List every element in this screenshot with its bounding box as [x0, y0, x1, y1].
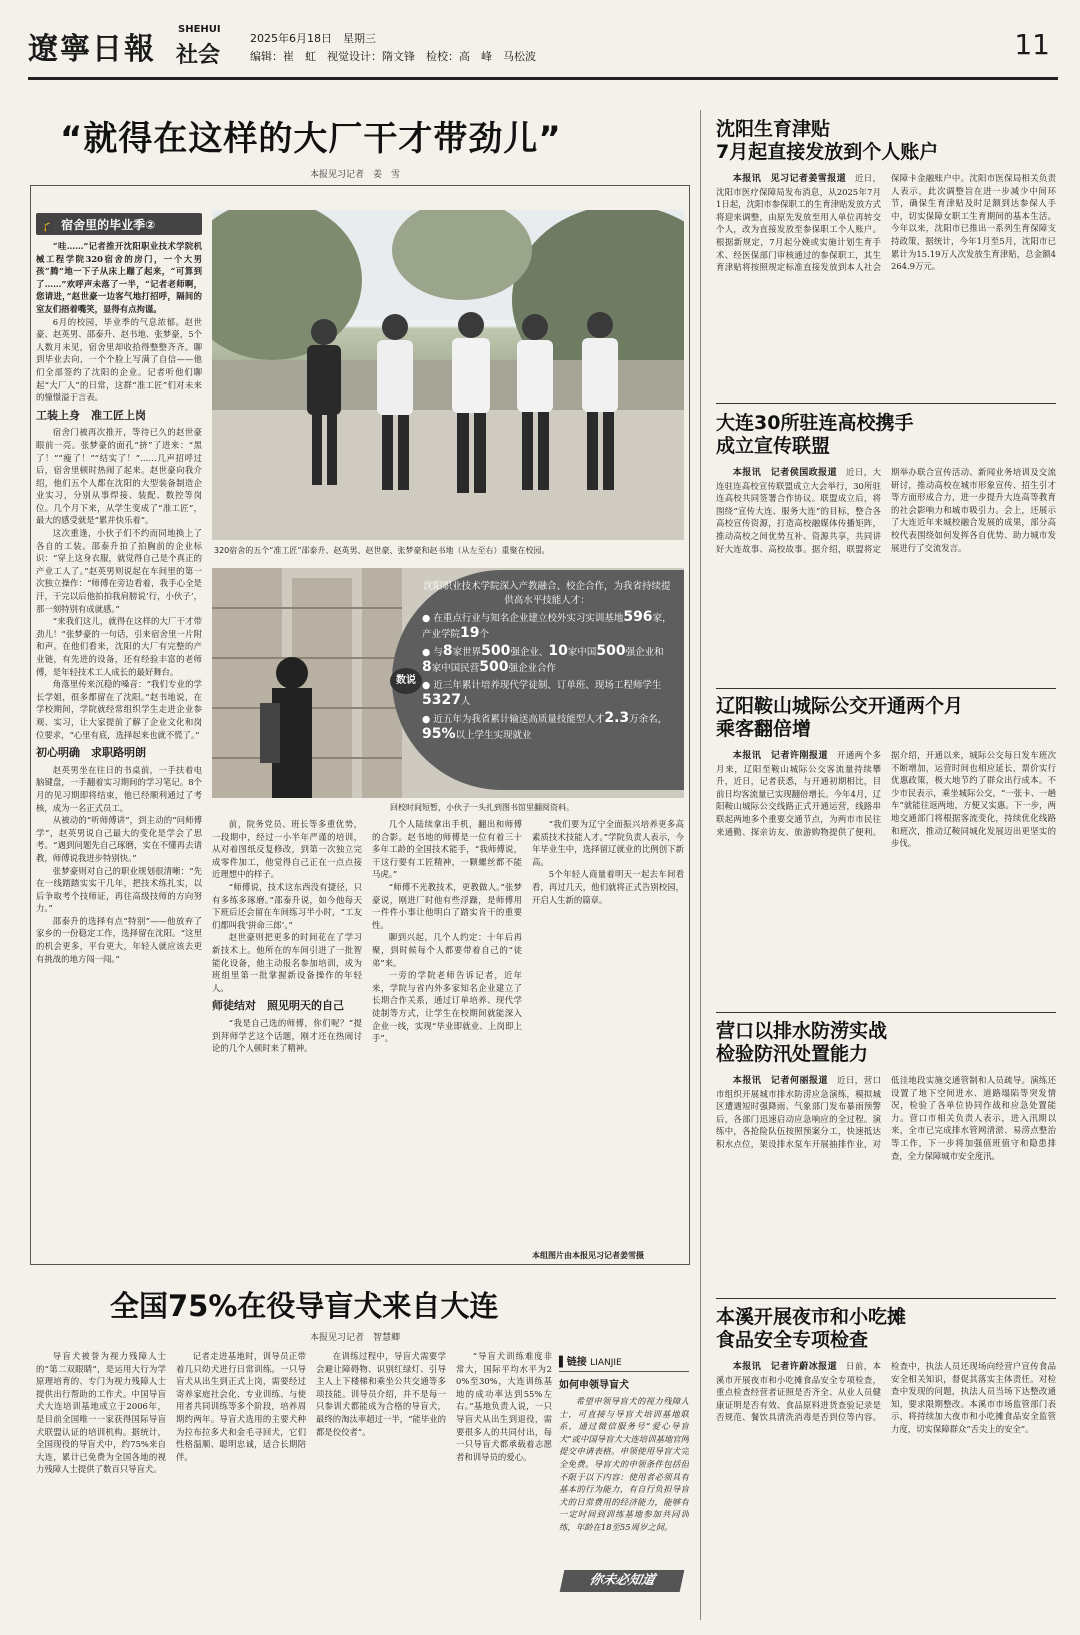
page-number: 11 — [1014, 28, 1050, 61]
right-article-4: 营口以排水防涝实战 检验防汛处置能力 本报讯 记者何丽报道 近日，营口市组织开展城市排水防涝应急演练，模拟城区遭遇短时强降雨、气象部门发布暴雨预警后，各部门迅速启动应急响应的全过程。演练中，各抢险队伍按照预案分工，快速抵达积水点位，架设排水泵车开展抽排作业，对低洼地段实施交通管制和人员疏导。演练还设置了地下空间进水、道路塌陷等突发情况，检验了各单位协同作战和应急处置能力。营口市相关负责人表示，进入汛期以来，全市已完成排水管网清淤、易涝点整治等工作，下一步将加强值班值守和隐患排查，全力保障城市安全度汛。 — [716, 1020, 1056, 1161]
section-en: SHEHUI — [178, 24, 221, 35]
guide-dog-byline: 本报见习记者 智慧卿 — [310, 1333, 401, 1343]
feature-column-2: 前，院务党员、班长等多重优势，一段期中，经过一小半年严谨的培训，从对着图纸反复修改，到第一次独立完成零件加工，他觉得自己正在一点点接近理想中的样子。 “师傅说，技术这东西没有捷径，只有多练多琢磨。”邵泰升说，如今他每天下班后还会留在车间练习半小时，“工友们都叫我‘拼命三郎’。” 赵世豪则把更多的时间花在了学习新技术上。他所在的车间引进了一批智能化设备，他主动报名参加培训，成为班组里第一批掌握新设备操作的年轻人。 师徒结对 照见明天的自己 “我是自己选的师傅，你们呢？”提到拜师学艺这个话题，刚才还在热闹讨论的几个人顿时来了精神。 — [212, 819, 362, 1054]
right-article-1-title: 沈阳生育津贴 7月起直接发放到个人账户 — [716, 118, 939, 163]
data-item-3: ● 近三年累计培养现代学徒制、订单班、现场工程师学生5327人 — [422, 680, 662, 708]
feature-title: “就得在这样的大厂干才带劲儿” — [60, 119, 562, 159]
masthead — [28, 20, 1058, 80]
right-article-1: 沈阳生育津贴 7月起直接发放到个人账户 本报讯 见习记者姜雪报道 近日，沈阳市医疗保障局发布消息，从2025年7月1日起，沈阳市参保职工的生育津贴发放方式将迎来调整，由原先发放至用人单位再转交个人，改为直接发放至参保职工个人账户。根据新规定，7月起分娩或实施计划生育手术、经医保部门审核通过的参保职工，其生育津贴将按照规定标准直接发放到本人社会保障卡金融账户中。沈阳市医保局相关负责人表示，此次调整旨在进一步减少中间环节，确保生育津贴及时足额到达参保人手中，切实保障女职工生育期间的基本生活。今年以来，沈阳市已推出一系列生育保障支持政策，据统计，今年1月至5月，沈阳市已累计为15.19万人次发放生育津贴，总金额4264.9万元。 — [716, 118, 1056, 273]
newspaper-logo: 遼寧日報 — [28, 32, 156, 67]
feature-column-1: “哇……”记者推开沈阳职业技术学院机械工程学院320宿舍的房门，一个大男孩“腾”地一下子从床上蹦了起来，“可算到了……”欢呼声未落了一半，“记者老师啊，您请进，”赵世豪一边客气地打招呼，隔间的室友们捂着嘴笑，显得有点拘谨。 6月的校园，毕业季的气息浓郁。赵世豪、赵英男、邵泰升、赵书地、张梦豪，5个人数月未见，宿舍里却收拾得整整齐齐。聊到毕业去向，一个个脸上写满了自信——他们全部签约了沈阳的企业。记者听他们聊起“大厂人”的日常，这群“准工匠”们对未来的憧憬溢于言表。 工装上身 准工匠上岗 宿舍门被再次推开，等待已久的赵世豪眼前一亮。张梦豪的面孔“挤”了进来：“黑了！”“瘦了！”“结实了！”……几声招呼过后，宿舍里顿时热闹了起来。赵世豪向我介绍，他们五个人都在沈阳的大型装备制造企业实习，分别从事焊接、装配、数控等岗位。几个月下来，从学生变成了“准工匠”，最大的感受就是“累并快乐着”。 这次重逢，小伙子们不约而同地换上了各自的工装。邵泰升拍了拍胸前的企业标识：“穿上这身衣服，就觉得自己是个真正的产业工人了。”赵英男则说起在车间里的第一次独立操作：“师傅在旁边看着，我手心全是汗，干完以后他拍拍我肩膀说‘行，小伙子’，那一刻特别有成就感。” “来我们这儿，就得在这样的大厂干才带劲儿！”张梦豪的一句话，引来宿舍里一片附和声。在他们看来，沈阳的大厂有完整的产业链，有先进的设备，还有经验丰富的老师傅，是年轻技术工人成长的最好舞台。 角落里传来沉稳的嗓音：“我们专业的学长学姐，很多都留在了沈阳。”赵书地说，在学校期间，学院就经常组织学生走进企业参观、实习，让大家提前了解了企业文化和岗位要求，“心里有底，选择起来也就不慌了。” 初心明确 求职路明朗 赵英男坐在往日的书桌前，一手扶着电脑键盘，一手翻着实习期间的学习笔记。8个月的见习期即将结束，他已经顺利通过了考核，成为一名正式员工。 从被动的“听师傅讲”，到主动的“问师傅学”，赵英男说自己最大的变化是学会了思考。“遇到问题先自己琢磨，实在不懂再去请教，师傅说我进步特别快。” 张梦豪则对自己的职业规划很清晰：“先在一线踏踏实实干几年，把技术练扎实，以后争取考个技师证，再往高级技师的方向努力。” 邵泰升的选择有点“特别”——他放弃了家乡的一份稳定工作，选择留在沈阳。“这里的机会更多，平台更大，年轻人就应该去更有挑战的地方闯一闯。” — [36, 241, 202, 964]
data-label: 数说 — [390, 668, 422, 694]
data-item-4: ● 近五年为我省累计输送高质量技能型人才2.3万余名，95%以上学生实现就业 — [422, 710, 668, 742]
editor-credits: 编辑：崔 虹 视觉设计：隋文锋 检校：高 峰 马松波 — [250, 50, 536, 63]
feature-column-4: “我们要为辽宁全面振兴培养更多高素质技术技能人才。”学院负责人表示，今年毕业生中，选择留辽就业的比例创下新高。 5个年轻人商量着明天一起去车间看看，再过几天，他们就将正式告别校园，开启人生新的篇章。 — [532, 819, 684, 905]
photo1-caption: 320宿舍的五个“准工匠”邵泰升、赵英男、赵世豪、张梦豪和赵书地（从左至右）重聚在校园。 — [214, 546, 550, 555]
series-tag: 🎓 宿舍里的毕业季② — [36, 213, 202, 235]
link-title: 如何申领导盲犬 — [559, 1380, 629, 1391]
right-article-2: 大连30所驻连高校携手 成立宣传联盟 本报讯 记者侯国政报道 近日，大连驻连高校宣传联盟成立大会举行，30所驻连高校共同签署合作协议。联盟成立后，将围绕“宣传大连、服务大连”的目标，整合各高校宣传资源，打造高校融媒体传播矩阵，推动高校之间优势互补、资源共享，共同讲好大连故事、高校故事。据介绍，联盟将定期举办联合宣传活动、新闻业务培训及交流研讨，推动高校在城市形象宣传、招生引才等方面形成合力，进一步提升大连高等教育的社会影响力和城市吸引力。会上，还展示了大连近年来城校融合发展的成果，部分高校代表围绕如何发挥各自优势、助力城市发展进行了交流发言。 — [716, 412, 1056, 554]
data-panel — [392, 570, 684, 790]
right-article-3: 辽阳鞍山城际公交开通两个月 乘客翻倍增 本报讯 记者许刚报道 开通两个多月来，辽阳至鞍山城际公交客流量持续攀升，近日，记者获悉，与开通初期相比，目前日均客流量已实现翻倍增长。今年4月，辽阳鞍山城际公交线路正式开通运营，线路串联起两地多个重要交通节点，为两市市民往来通勤、探亲访友、旅游购物提供了便利。据介绍，开通以来，城际公交每日发车班次不断增加，运营时间也相应延长，票价实行优惠政策，极大地节约了群众出行成本。不少市民表示，乘坐城际公交，“一张卡、一趟车”就能往返两地，方便又实惠。下一步，两地交通部门将根据客流变化，持续优化线路和班次，推动辽鞍同城化发展迈出更坚实的步伐。 — [716, 695, 1056, 849]
guide-dog-col-4: “导盲犬训练难度非常大，国际平均水平为20%至30%，大连训练基地的成功率达到55%左右。”基地负责人说，一只导盲犬从出生到退役，需要很多人的共同付出，每一只导盲犬都承载着志愿者和训导员的爱心。 — [456, 1351, 552, 1462]
feature-column-3: 几个人陆续拿出手机，翻出和师傅的合影。赵书地的师傅是一位有着三十多年工龄的全国技术能手，“我师傅说，干这行要有工匠精神，一颗螺丝都不能马虎。” “师傅不光教技术，更教做人。”张梦豪说，刚进厂时他有些浮躁，是师傅用一件件小事让他明白了踏实肯干的重要性。 聊到兴起，几个人约定：十年后再聚，到时候每个人都要带着自己的“徒弟”来。 一旁的学院老师告诉记者，近年来，学院与省内外多家知名企业建立了长期合作关系，通过订单培养、现代学徒制等方式，让学生在校期间就能深入企业一线，实现“毕业即就业、上岗即上手”。 — [372, 819, 522, 1044]
right-article-2-title: 大连30所驻连高校携手 成立宣传联盟 — [716, 412, 914, 457]
link-text: 希望申领导盲犬的视力残障人士，可直接与导盲犬培训基地联系，通过微信服务号“爱心导盲犬”或中国导盲犬大连培训基地官网提交申请表格。申领使用导盲犬完全免费。导盲犬的申领条件包括但不限于以下内容：使用者必须具有基本的行为能力，有自行负担导盲犬的日常费用的经济能力，能够有一定时间到训练基地参加共同训练，年龄在18至55周岁之间。 — [559, 1396, 689, 1532]
guide-dog-title: 全国75%在役导盲犬来自大连 — [110, 1289, 499, 1323]
right-article-5: 本溪开展夜市和小吃摊 食品安全专项检查 本报讯 记者许蔚冰报道 日前，本溪市开展夜市和小吃摊食品安全专项检查，重点检查经营者证照是否齐全、从业人员健康证明是否有效、食品原料进货查验记录是否规范、餐饮具清洗消毒是否到位等内容。检查中，执法人员还现场向经营户宣传食品安全相关知识，督促其落实主体责任。对检查中发现的问题，执法人员当场下达整改通知，要求限期整改。本溪市市场监管部门表示，将持续加大夜市和小吃摊食品安全监管力度，切实保障群众“舌尖上的安全”。 — [716, 1306, 1056, 1434]
subheading-1: 工装上身 准工匠上岗 — [36, 408, 146, 422]
guide-dog-col-1: 导盲犬被誉为视力残障人士的“第二双眼睛”，是运用大行为学原理培育的、专门为视力残障人士提供出行帮助的工作犬。中国导盲犬大连培训基地成立于2006年，是目前全国唯一一家获得国际导盲犬联盟认证的培训机构。据统计，全国现役的导盲犬中，约75%来自大连，累计已免费为全国各地的视力残障人士提供了数百只导盲犬。 — [36, 1351, 166, 1475]
photo2-caption: 回校时间短暂，小伙子一头扎到图书馆里翻阅资料。 — [390, 803, 574, 812]
divider — [30, 185, 690, 186]
section-name: 社会 — [176, 43, 221, 68]
right-article-4-title: 营口以排水防涝实战 检验防汛处置能力 — [716, 1020, 888, 1065]
link-header: ▌链接 LIANJIE — [559, 1350, 689, 1372]
did-you-know-banner: 你未必知道 — [560, 1570, 685, 1592]
guide-dog-col-3: 在训练过程中，导盲犬需要学会避让障碍物、识别红绿灯、引导主人上下楼梯和乘坐公共交通等多项技能。训导员介绍，并不是每一只参训犬都能成为合格的导盲犬，最终的淘汰率超过一半，“能毕业的都是佼佼者”。 — [316, 1351, 446, 1437]
right-article-3-title: 辽阳鞍山城际公交开通两个月 乘客翻倍增 — [716, 695, 964, 740]
link-icon: ▌ — [559, 1357, 567, 1368]
data-item-2: ● 与8家世界500强企业、10家中国500强企业和8家中国民营500强企业合作 — [422, 643, 664, 675]
group-photo — [212, 210, 684, 540]
issue-date: 2025年6月18日 星期三 — [250, 32, 376, 45]
subheading-3: 师徒结对 照见明天的自己 — [212, 999, 344, 1013]
data-item-1: ● 在重点行业与知名企业建立校外实习实训基地596家，产业学院19个 — [422, 609, 672, 641]
graduation-cap-icon: 🎓 — [42, 218, 62, 232]
right-article-5-title: 本溪开展夜市和小吃摊 食品安全专项检查 — [716, 1306, 907, 1351]
photo-credit: 本组图片由本报见习记者姜雪摄 — [532, 1251, 644, 1260]
guide-dog-col-2: 记者走进基地时，训导员正带着几只幼犬进行日常训练。一只导盲犬从出生到正式上岗，需要经过寄养家庭社会化、专业训练、与使用者共同训练等多个阶段，培养周期约两年。导盲犬选用的主要犬种为拉布拉多犬和金毛寻回犬，它们性格温顺、聪明忠诚，适合长期陪伴。 — [176, 1351, 306, 1462]
data-intro: 沈阳职业技术学院深入产教融合、校企合作，为我省持续提供高水平技能人才： — [423, 581, 671, 606]
subheading-2: 初心明确 求职路明朗 — [36, 746, 146, 760]
feature-byline: 本报见习记者 姜 雪 — [310, 170, 401, 180]
